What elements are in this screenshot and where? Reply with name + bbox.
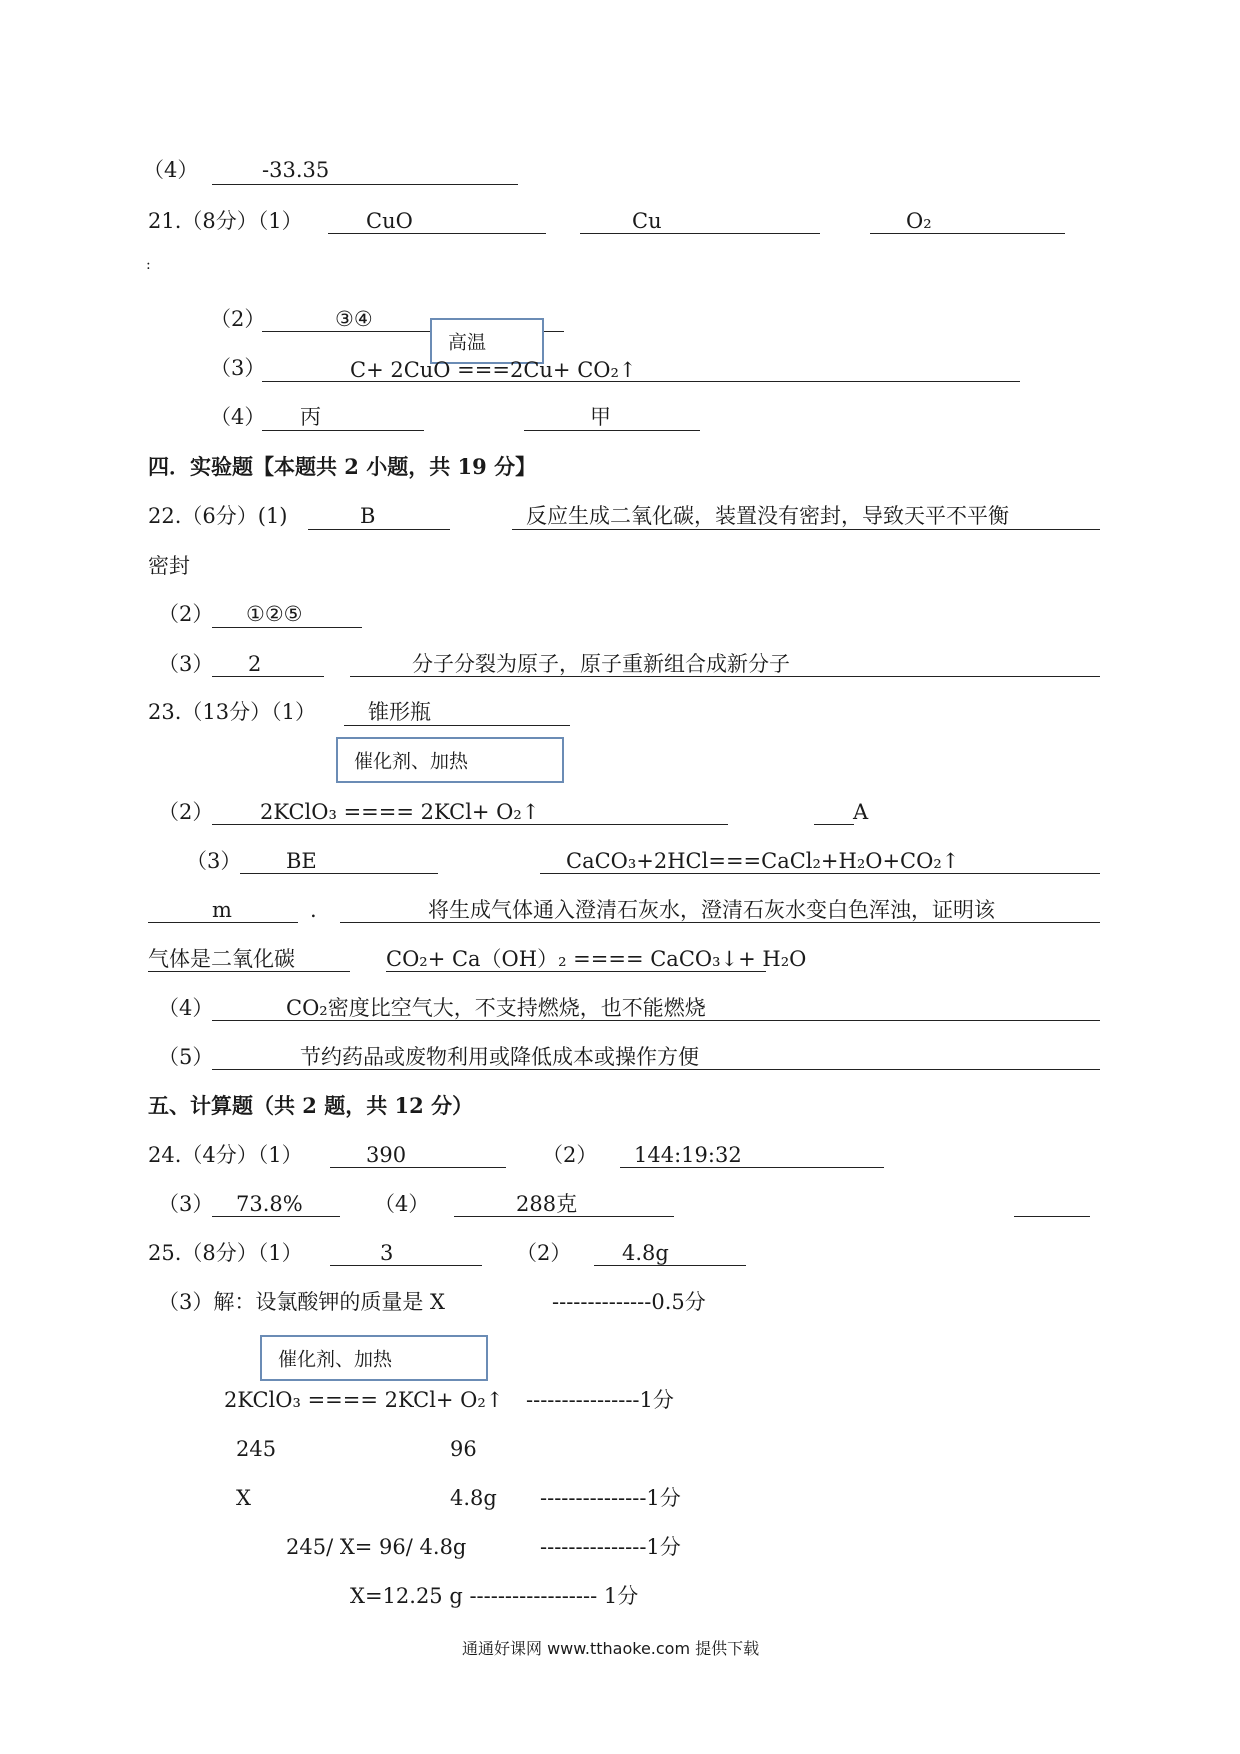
q21-p4-a: 丙 [300, 405, 321, 429]
q23-p5-answer: 节约药品或废物利用或降低成本或操作方便 [300, 1045, 699, 1069]
answer-line [330, 1265, 482, 1266]
answer-line [344, 725, 570, 726]
stray-mark: : [146, 257, 151, 273]
answer-line [240, 873, 438, 874]
q24-p3-answer: 73.8% [236, 1192, 303, 1216]
q23-p3-d: 将生成气体通入澄清石灰水，澄清石灰水变白色浑浊，证明该 [428, 898, 995, 922]
q21-p3-label: （3） [210, 356, 266, 380]
answer-line [212, 676, 324, 677]
answer-line [212, 824, 728, 825]
q24-p2-answer: 144:19:32 [634, 1143, 742, 1167]
q21-p4-label: （4） [210, 405, 266, 429]
answer-line [1014, 1216, 1090, 1217]
q21-p2-answer: ③④ [335, 307, 373, 331]
condition-label: 催化剂、加热 [278, 1348, 393, 1371]
q25-p2-answer: 4.8g [622, 1241, 669, 1265]
q25-unknown: X [236, 1486, 251, 1510]
condition-label: 高温 [448, 331, 487, 354]
answer-line [262, 381, 1020, 382]
answer-line [262, 430, 424, 431]
q23-p5-label: （5） [158, 1045, 214, 1069]
page-footer: 通通好课网 www.tthaoke.com 提供下载 [462, 1639, 760, 1658]
q21-header: 21.（8分）（1） [148, 209, 303, 233]
q25-equation: 2KClO₃ ==== 2KCl+ O₂↑ [224, 1388, 504, 1412]
q22-p2-label: （2） [158, 602, 214, 626]
q21-p1-a: CuO [366, 209, 413, 233]
q25-given: 4.8g [450, 1486, 497, 1510]
q22-p1-b: 反应生成二氧化碳，装置没有密封，导致天平不平衡 [526, 504, 1009, 528]
q21-p1-b: Cu [632, 209, 662, 233]
answer-line [350, 676, 1100, 677]
q23-p3-a: BE [286, 849, 317, 873]
q25-header: 25.（8分）（1） [148, 1241, 303, 1265]
q25-solution-intro: （3）解：设氯酸钾的质量是 X [158, 1290, 445, 1314]
answer-line [524, 430, 700, 431]
q24-p4-answer: 288克 [516, 1192, 578, 1216]
q25-ratio-score: ---------------1分 [540, 1535, 681, 1559]
q23-p2-eq: 2KClO₃ ==== 2KCl+ O₂↑ [260, 800, 540, 824]
condition-label: 催化剂、加热 [354, 750, 469, 773]
answer-line [328, 233, 546, 234]
q21-p1-c: O₂ [906, 209, 932, 233]
q23-p3-c: m [212, 898, 232, 922]
q21-p3-answer: C+ 2CuO ===2Cu+ CO₂↑ [350, 358, 637, 382]
q22-header: 22.（6分）(1) [148, 504, 288, 528]
answer-line [330, 1167, 506, 1168]
q22-p3-label: （3） [158, 652, 214, 676]
q24-p4-label: （4） [374, 1192, 430, 1216]
q23-p3-dot: . [310, 898, 317, 922]
q25-mass-b: 96 [450, 1437, 477, 1461]
answer-line [454, 1216, 674, 1217]
q23-p3-b: CaCO₃+2HCl===CaCl₂+H₂O+CO₂↑ [566, 849, 960, 873]
answer-line [594, 1265, 746, 1266]
q23-p3-label: （3） [186, 849, 242, 873]
answer-line [212, 1216, 340, 1217]
answer-line [386, 971, 766, 972]
answer-line [212, 184, 518, 185]
section-4-title: 四．实验题【本题共 2 小题，共 19 分】 [148, 454, 537, 479]
q25-eq-score: ----------------1分 [526, 1388, 674, 1412]
answer-line [580, 233, 820, 234]
q25-p1-answer: 3 [380, 1241, 394, 1265]
answer-line [212, 1020, 1100, 1021]
answer-line [620, 1167, 884, 1168]
q21-p2-label: （2） [210, 307, 266, 331]
q25-score-half: --------------0.5分 [552, 1290, 706, 1314]
q25-x-score: ---------------1分 [540, 1486, 681, 1510]
answer-line [814, 824, 854, 825]
q22-p1-a: B [360, 504, 376, 528]
q25-p2-label: （2） [516, 1241, 572, 1265]
q20-p4-answer: -33.35 [262, 158, 330, 182]
q25-result: X=12.25 g ------------------ 1分 [350, 1584, 639, 1608]
answer-line [212, 627, 362, 628]
q23-p4-answer: CO₂密度比空气大，不支持燃烧，也不能燃烧 [286, 996, 706, 1020]
q22-p3-a: 2 [248, 652, 262, 676]
q24-p1-answer: 390 [366, 1143, 407, 1167]
condition-box-catalyst-2 [260, 1335, 488, 1381]
q25-ratio: 245/ X= 96/ 4.8g [286, 1535, 467, 1559]
answer-line [148, 922, 298, 923]
answer-line [212, 1069, 1100, 1070]
section-5-title: 五、计算题（共 2 题，共 12 分） [148, 1093, 474, 1118]
q25-mass-a: 245 [236, 1437, 277, 1461]
q23-p4-label: （4） [158, 996, 214, 1020]
q23-p3-f: CO₂+ Ca（OH）₂ ==== CaCO₃↓+ H₂O [386, 947, 807, 971]
q24-p3-label: （3） [158, 1192, 214, 1216]
q21-p4-b: 甲 [590, 405, 611, 429]
q24-p2-label: （2） [542, 1143, 598, 1167]
answer-line [148, 971, 350, 972]
q22-p1-cont: 密封 [148, 554, 190, 578]
q23-header: 23.（13分）（1） [148, 700, 316, 724]
q22-p2-answer: ①②⑤ [246, 602, 303, 626]
q23-p2-label: （2） [158, 800, 214, 824]
condition-box-catalyst [336, 737, 564, 783]
q20-p4-label: （4） [143, 158, 199, 182]
q23-p1-answer: 锥形瓶 [368, 700, 431, 724]
answer-line [512, 529, 1100, 530]
answer-line [870, 233, 1065, 234]
answer-line [540, 873, 1100, 874]
q24-header: 24.（4分）（1） [148, 1143, 303, 1167]
q23-p3-e: 气体是二氧化碳 [148, 947, 295, 971]
q23-p2-b: A [853, 800, 869, 824]
q22-p3-b: 分子分裂为原子，原子重新组合成新分子 [412, 652, 790, 676]
answer-line [340, 922, 1100, 923]
answer-line [308, 529, 450, 530]
